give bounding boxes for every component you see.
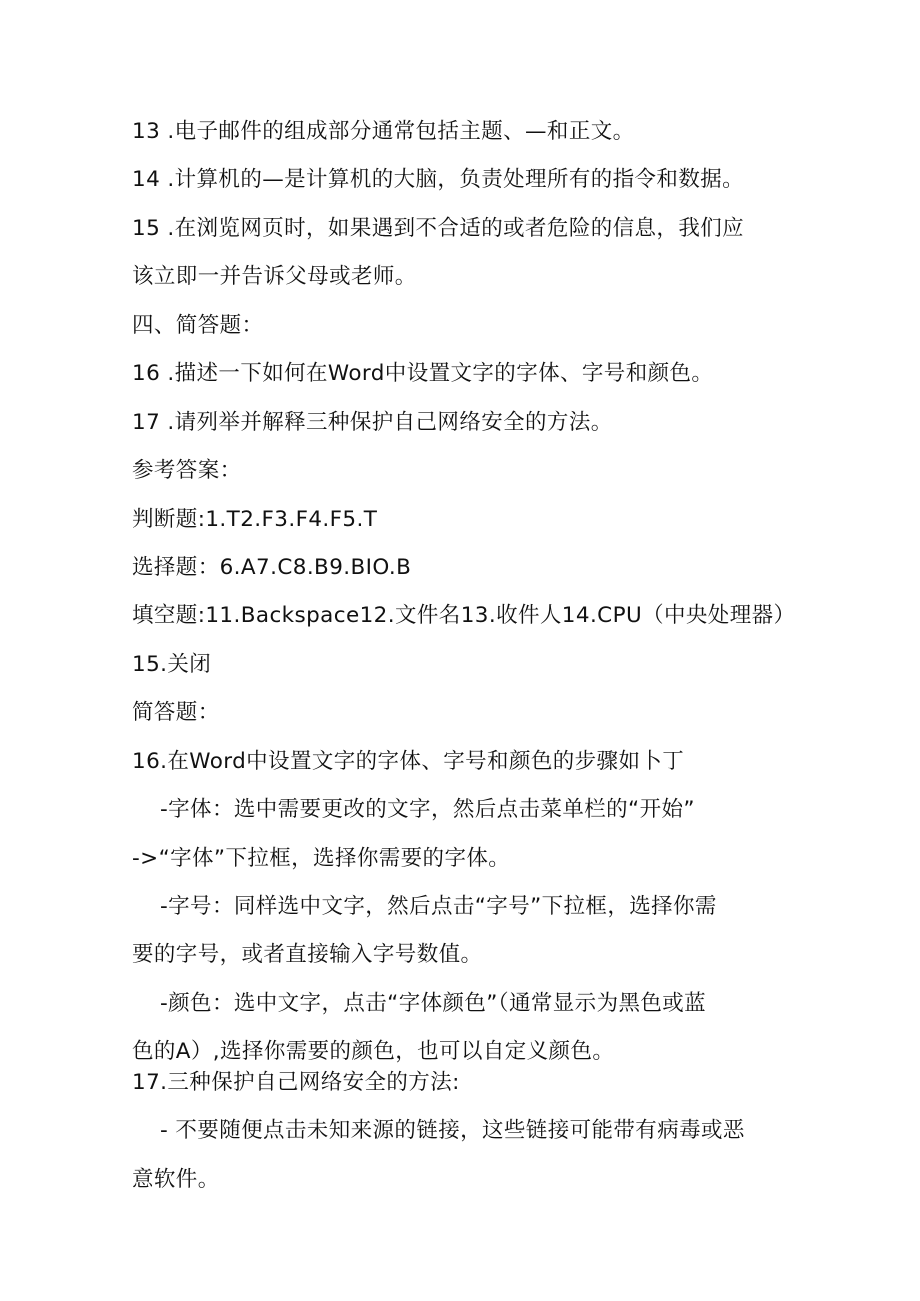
question-15-line-1: 15 .在浏览网页时，如果遇到不合适的或者危险的信息，我们应 [132, 216, 745, 241]
question-15-line-2: 该立即一并告诉父母或老师。 [132, 264, 417, 289]
answer-16-intro: 16.在Word中设置文字的字体、字号和颜色的步骤如卜丁 [132, 749, 685, 774]
answers-short-answer-heading: 简答题： [132, 700, 220, 725]
answers-fill-in-line-2: 15.关闭 [132, 652, 212, 677]
answers-fill-in-line-1: 填空题:11.Backspace12.文件名13.收件人14.CPU（中央处理器） [132, 603, 796, 628]
answer-17-intro: 17.三种保护自己网络安全的方法: [132, 1070, 460, 1095]
answer-16-color-line-1: -颜色：选中文字，点击“字体颜色”（通常显示为黑色或蓝 [160, 991, 707, 1016]
question-16: 16 .描述一下如何在Word中设置文字的字体、字号和颜色。 [132, 361, 714, 386]
answer-16-size-line-1: -字号：同样选中文字，然后点击“字号”下拉框，选择你需 [160, 894, 717, 919]
answers-multiple-choice: 选择题：6.A7.C8.B9.BIO.B [132, 555, 412, 580]
question-13: 13 .电子邮件的组成部分通常包括主题、—和正文。 [132, 119, 635, 144]
question-17: 17 .请列举并解释三种保护自己网络安全的方法。 [132, 410, 613, 435]
answer-16-color-line-2: 色的A）,选择你需要的颜色，也可以自定义颜色。 [132, 1039, 615, 1064]
answer-16-font-line-2: ->“字体”下拉框，选择你需要的字体。 [132, 846, 511, 871]
answers-heading: 参考答案： [132, 458, 242, 483]
question-14: 14 .计算机的—是计算机的大脑，负责处理所有的指令和数据。 [132, 167, 745, 192]
section-heading-short-answer: 四、简答题： [132, 313, 264, 338]
answer-17-item-1-line-2: 意软件。 [132, 1167, 220, 1192]
answer-16-font-line-1: -字体：选中需要更改的文字，然后点击菜单栏的“开始” [160, 797, 695, 822]
answers-true-false: 判断题:1.T2.F3.F4.F5.T [132, 507, 378, 532]
answer-17-item-1-line-1: - 不要随便点击未知来源的链接，这些链接可能带有病毒或恶 [160, 1118, 745, 1143]
answer-16-size-line-2: 要的字号，或者直接输入字号数值。 [132, 942, 483, 967]
